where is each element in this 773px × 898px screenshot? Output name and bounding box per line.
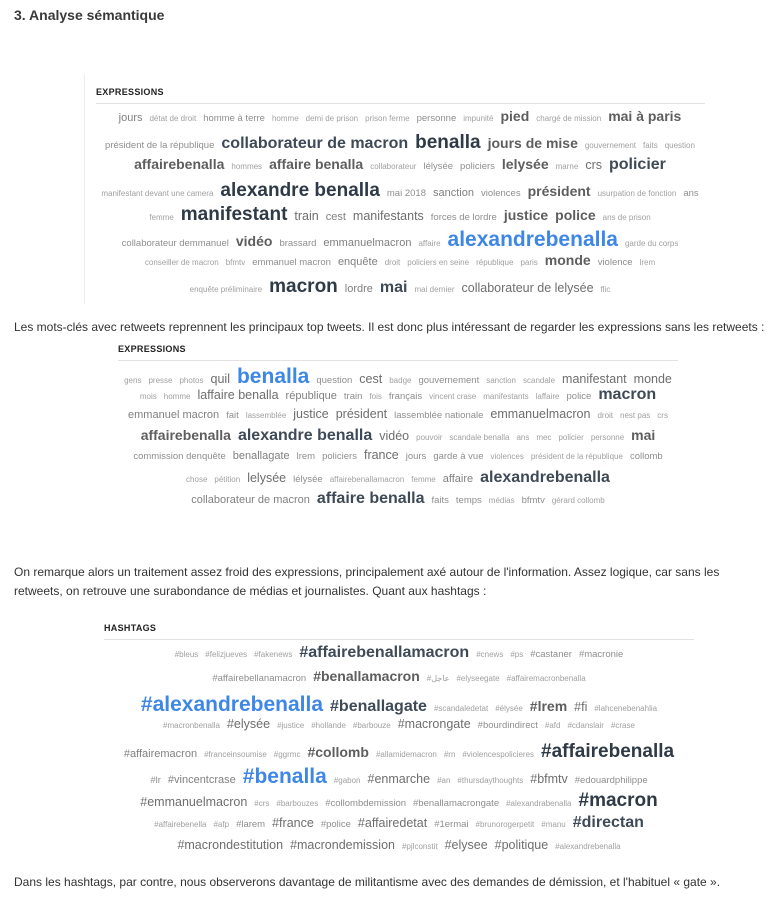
cloud-word: gérard collomb — [551, 495, 605, 505]
cloud-word: français — [388, 390, 423, 402]
cloud-word: affaire — [418, 239, 441, 248]
cloud-word: enquête — [337, 256, 378, 268]
cloud-row — [104, 644, 694, 668]
cloud-row — [85, 180, 715, 204]
cloud-word: collaborateur de lelysée — [461, 281, 594, 295]
cloud-word: #affairebenallamacron — [299, 644, 470, 661]
cloud-word: affaire benalla — [269, 156, 364, 172]
cloud-word: #lahcenebenahlia — [594, 703, 658, 713]
cloud-word: #afd — [544, 720, 561, 730]
cloud-word: homme à terre — [203, 113, 265, 124]
cloud-word: homme — [271, 114, 299, 123]
cloud-word: mai — [379, 279, 408, 296]
cloud-word: laffaire — [535, 391, 560, 401]
cloud-word: #franceinsoumise — [204, 750, 267, 760]
cloud-word: #violencespolicieres — [462, 750, 535, 760]
cloud-word: emmanuel macron — [128, 408, 220, 421]
cloud-word: #عاجل — [426, 674, 450, 684]
paragraph-hashtags: Dans les hashtags, par contre, nous observerons davantage de militantisme avec des demandes de démission, et l'habituel « gate ». — [14, 875, 721, 889]
cloud-word: violences — [480, 188, 521, 199]
cloud-word: lélysée — [423, 161, 454, 172]
cloud-word: #pjlconstit — [401, 842, 438, 852]
cloud-word: manifestants — [352, 209, 424, 223]
cloud-word: jours — [405, 451, 427, 463]
cloud-word: #afp — [213, 820, 230, 830]
cloud-word: benallagate — [232, 450, 290, 463]
cloud-row — [104, 790, 694, 814]
cloud-word: chose — [186, 474, 208, 484]
cloud-word: #affairebenalla — [541, 741, 675, 763]
cloud-word: jours de mise — [487, 135, 578, 151]
cloud-word: temps — [455, 494, 482, 506]
cloud-word: droit — [384, 258, 401, 267]
cloud-word: policier — [558, 433, 584, 443]
cloud-word: garde à vue — [433, 451, 484, 463]
cloud-word: #macrondemission — [290, 838, 395, 853]
cloud-word: police — [566, 390, 592, 402]
cloud-word: président — [335, 406, 388, 421]
cloud-word: #alexandrabenalla — [506, 798, 572, 808]
cloud-word: ans de prison — [602, 213, 651, 222]
cloud-word: pétition — [214, 474, 241, 484]
cloud-word: #lr — [150, 775, 161, 787]
cloud-word: #macrongate — [397, 716, 471, 731]
cloud-word: #barbouzes — [276, 798, 319, 808]
cloud-word: #politique — [494, 838, 549, 853]
cloud-word: mai à paris — [608, 108, 682, 124]
cloud-word: manifestants — [483, 391, 529, 401]
cloud-word: affaire benalla — [316, 489, 425, 507]
cloud-word: fois — [369, 391, 382, 401]
cloud-word: république — [476, 258, 514, 267]
cloud-word: mois — [139, 391, 157, 401]
cloud-row — [118, 427, 678, 448]
cloud-word: #elysee — [444, 838, 488, 853]
cloud-word: train — [294, 209, 319, 223]
cloud-word: #castaner — [530, 649, 572, 660]
cloud-word: vidéo — [235, 233, 273, 249]
cloud-word: alexandrebenalla — [480, 468, 610, 486]
cloud-word: fait — [226, 409, 239, 421]
cloud-word: #fakenews — [254, 650, 293, 659]
cloud-title: HASHTAGS — [104, 623, 694, 640]
cloud-word: flic — [600, 285, 611, 294]
cloud-word: crs — [657, 410, 668, 420]
cloud-word: chargé de mission — [536, 114, 602, 123]
cloud-word: monde — [544, 252, 591, 268]
cloud-word: vidéo — [379, 429, 410, 444]
cloud-word: président de la république — [530, 452, 623, 462]
cloud-word: enquête préliminaire — [189, 285, 263, 294]
cloud-word: alexandrebenalla — [447, 228, 618, 251]
cloud-word: emmanuelmacron — [490, 406, 591, 421]
cloud-word: #elyseegate — [456, 674, 500, 684]
word-cloud — [85, 108, 715, 300]
hashtags-cloud — [104, 623, 694, 863]
cloud-word: benalla — [415, 132, 481, 153]
cloud-word: #larem — [236, 819, 266, 831]
cloud-word: #benallamacrongate — [413, 797, 500, 809]
paragraph-expressions: On remarque alors un traitement assez froid des expressions, principalement axé autour de l'information. Assez logique, car sans les retweets, on retrouve une surabondance de médias et journalistes. Quant aux hashtags : — [14, 565, 720, 598]
cloud-word: #crase — [610, 720, 635, 730]
cloud-word: #affairemacron — [123, 748, 198, 761]
cloud-row — [85, 276, 715, 300]
cloud-word: #lrem — [529, 697, 568, 714]
cloud-word: france — [363, 448, 399, 463]
cloud-word: mai 2018 — [386, 188, 426, 199]
cloud-word: #allamidemacron — [375, 750, 437, 760]
cloud-word: policiers — [460, 161, 495, 172]
cloud-word: #collomb — [307, 744, 369, 761]
cloud-word: mec — [536, 433, 552, 443]
word-cloud — [118, 365, 678, 511]
cloud-word: hommes — [231, 162, 263, 171]
cloud-row — [118, 407, 678, 428]
cloud-word: #élysée — [495, 703, 523, 713]
cloud-word: #enmarche — [367, 772, 431, 787]
cloud-word: badge — [389, 376, 412, 385]
cloud-word: #benalla — [242, 765, 327, 789]
cloud-word: ans — [516, 433, 530, 443]
cloud-word: cest — [359, 372, 383, 386]
cloud-word: ans — [683, 188, 699, 199]
cloud-word: #affairemacronbenalla — [506, 674, 586, 684]
cloud-word: #vincentcrase — [167, 774, 236, 787]
cloud-word: #crs — [254, 798, 270, 808]
cloud-word: détat de droit — [149, 114, 197, 123]
cloud-word: manifestant devant une camera — [101, 189, 214, 198]
cloud-word: jours — [118, 112, 143, 124]
cloud-word: lelysée — [247, 470, 287, 485]
cloud-row — [118, 469, 678, 490]
cloud-word: #thursdaythoughts — [457, 776, 524, 786]
cloud-word: pied — [500, 108, 530, 124]
cloud-word: benalla — [236, 365, 310, 388]
cloud-word: scandale benalla — [449, 433, 510, 443]
cloud-row — [118, 448, 678, 469]
cloud-word: usurpation de fonction — [597, 189, 677, 198]
cloud-word: #elysée — [226, 716, 271, 731]
cloud-word: #collombdemission — [325, 797, 407, 809]
cloud-word: emmanuel macron — [252, 257, 331, 268]
paragraph-retweets: Les mots-clés avec retweets reprennent les principaux top tweets. Il est donc plus intéressant de regarder les expressions sans les retweets : — [14, 320, 765, 334]
cloud-word: paris — [520, 258, 538, 267]
cloud-word: crs — [585, 158, 602, 172]
cloud-word: lrem — [639, 258, 656, 267]
cloud-word: #manu — [541, 820, 566, 830]
cloud-word: police — [555, 207, 596, 223]
cloud-word: prison ferme — [365, 114, 410, 123]
cloud-word: #macrondestitution — [177, 838, 284, 853]
cloud-word: #france — [272, 816, 314, 831]
cloud-word: #directan — [572, 814, 644, 832]
cloud-word: #cdanslair — [567, 720, 604, 730]
cloud-word: #felizjueves — [205, 650, 248, 659]
cloud-word: scandale — [523, 376, 556, 385]
cloud-word: #justice — [277, 720, 305, 730]
cloud-word: quil — [210, 372, 230, 386]
cloud-word: emmanuelmacron — [323, 237, 412, 249]
cloud-word: droit — [597, 410, 614, 420]
cloud-word: #fi — [574, 699, 588, 714]
cloud-word: #macron — [578, 789, 658, 811]
cloud-word: impunité — [463, 114, 494, 123]
cloud-word: #affairebellanamacron — [212, 673, 307, 685]
cloud-word: alexandre benalla — [220, 180, 380, 201]
cloud-word: #cnews — [476, 650, 504, 659]
cloud-word: femme — [149, 213, 174, 222]
cloud-row — [104, 814, 694, 838]
cloud-word: faits — [431, 494, 449, 506]
cloud-word: #hollande — [311, 720, 346, 730]
cloud-word: faits — [643, 141, 658, 150]
cloud-row — [104, 717, 694, 741]
cloud-word: lassemblée — [245, 410, 287, 420]
cloud-row — [104, 741, 694, 765]
cloud-word: affairebenalla — [140, 427, 231, 444]
cloud-word: marne — [555, 162, 579, 171]
cloud-word: #affairedetat — [357, 816, 428, 831]
cloud-word: gouvernement — [584, 141, 637, 150]
cloud-word: mai — [631, 427, 656, 444]
cloud-word: conseiller de macron — [144, 258, 219, 267]
cloud-word: #bleus — [174, 650, 199, 659]
cloud-word: policier — [608, 156, 666, 173]
cloud-word: #barbouze — [352, 720, 391, 730]
cloud-word: train — [343, 390, 363, 402]
cloud-word: bfmtv — [521, 494, 545, 506]
cloud-word: collomb — [629, 451, 663, 463]
cloud-word: affairebenalla — [134, 156, 225, 172]
cloud-word: manifestant — [180, 204, 288, 225]
cloud-word: commission denquête — [133, 451, 226, 463]
cloud-word: médias — [488, 495, 515, 505]
cloud-word: lelysée — [501, 156, 549, 172]
cloud-word: affairebenallamacron — [329, 474, 405, 484]
cloud-word: presse — [148, 376, 173, 385]
cloud-word: laffaire benalla — [197, 387, 279, 402]
cloud-word: violences — [490, 452, 524, 462]
cloud-row — [104, 765, 694, 789]
cloud-word: manifestant — [562, 372, 627, 386]
cloud-word: vincent crase — [429, 391, 477, 401]
cloud-word: monde — [633, 372, 672, 386]
cloud-word: #alexandrebenalla — [140, 692, 324, 716]
cloud-word: #macronie — [578, 649, 624, 660]
cloud-title: EXPRESSIONS — [118, 344, 678, 361]
cloud-word: garde du corps — [624, 239, 679, 248]
cloud-word: lassemblée nationale — [394, 409, 484, 421]
cloud-word: policiers — [322, 451, 357, 463]
cloud-word: président de la république — [105, 140, 215, 151]
cloud-word: #gabon — [333, 776, 361, 786]
cloud-word: cest — [325, 211, 346, 223]
cloud-word: #bfmtv — [530, 772, 568, 787]
cloud-word: #ps — [510, 650, 524, 659]
cloud-word: affaire — [442, 472, 474, 485]
cloud-row — [118, 365, 678, 386]
cloud-word: sanction — [486, 376, 516, 385]
cloud-row — [104, 838, 694, 862]
cloud-word: #an — [437, 776, 451, 786]
cloud-word: #macronbenalla — [163, 720, 220, 730]
cloud-word: violence — [597, 257, 633, 268]
cloud-row — [85, 132, 715, 156]
cloud-word: président — [527, 183, 591, 199]
cloud-word: #bourdindirect — [477, 719, 538, 731]
cloud-word: photos — [179, 376, 204, 385]
section-heading: 3. Analyse sémantique — [14, 7, 165, 23]
cloud-row — [85, 156, 715, 180]
cloud-word: brassard — [279, 238, 317, 249]
cloud-word: homme — [163, 391, 191, 401]
cloud-word: personne — [590, 433, 625, 443]
cloud-row — [85, 228, 715, 252]
cloud-word: pouvoir — [416, 433, 443, 443]
cloud-word: république — [285, 389, 337, 402]
cloud-word: policiers en seine — [407, 258, 470, 267]
expressions-cloud-with-retweets — [84, 74, 715, 304]
cloud-row — [85, 252, 715, 276]
cloud-word: forces de lordre — [430, 212, 497, 223]
cloud-word: #police — [320, 819, 351, 831]
cloud-word: macron — [269, 276, 338, 297]
cloud-word: #rn — [443, 750, 456, 760]
cloud-word: femme — [411, 474, 436, 484]
cloud-word: collaborateur de macron — [191, 493, 310, 506]
cloud-row — [104, 668, 694, 692]
cloud-word: justice — [503, 207, 549, 223]
cloud-word: alexandre benalla — [237, 427, 373, 445]
cloud-word: #emmanuelmacron — [140, 794, 248, 809]
word-cloud — [104, 644, 694, 863]
cloud-word: nest pas — [620, 410, 651, 420]
cloud-word: #brunorogerpetit — [475, 820, 535, 830]
cloud-word: collaborateur demmanuel — [121, 238, 229, 249]
cloud-word: #edouardphilippe — [574, 775, 648, 787]
cloud-word: #alexandrebenalla — [555, 842, 621, 852]
cloud-row — [85, 204, 715, 228]
cloud-word: mai dernier — [414, 285, 455, 294]
cloud-row — [118, 490, 678, 511]
cloud-word: #1ermai — [434, 819, 469, 831]
cloud-word: demi de prison — [305, 114, 359, 123]
cloud-word: sanction — [432, 187, 474, 199]
cloud-word: #affairebenella — [154, 820, 207, 830]
cloud-word: collaborateur de macron — [221, 135, 409, 152]
expressions-cloud-without-retweets — [118, 344, 678, 530]
cloud-word: lordre — [344, 283, 373, 295]
cloud-title: EXPRESSIONS — [96, 74, 705, 104]
cloud-word: gens — [124, 376, 142, 385]
cloud-word: collaborateur — [370, 162, 417, 171]
cloud-word: #benallagate — [330, 697, 427, 715]
cloud-word: #scandaledetat — [433, 703, 489, 713]
cloud-row — [104, 693, 694, 717]
cloud-word: gouvernement — [418, 375, 480, 386]
cloud-word: #ggrmc — [273, 750, 301, 760]
cloud-word: lélysée — [293, 473, 323, 485]
cloud-word: question — [316, 375, 353, 386]
cloud-word: macron — [598, 385, 657, 403]
cloud-word: bfmtv — [225, 258, 246, 267]
cloud-word: question — [664, 141, 695, 150]
cloud-word: lrem — [296, 451, 316, 463]
cloud-word: personne — [416, 113, 457, 124]
cloud-word: justice — [293, 406, 329, 421]
cloud-word: #benallamacron — [313, 668, 420, 685]
cloud-row — [118, 386, 678, 407]
cloud-row — [85, 108, 715, 132]
